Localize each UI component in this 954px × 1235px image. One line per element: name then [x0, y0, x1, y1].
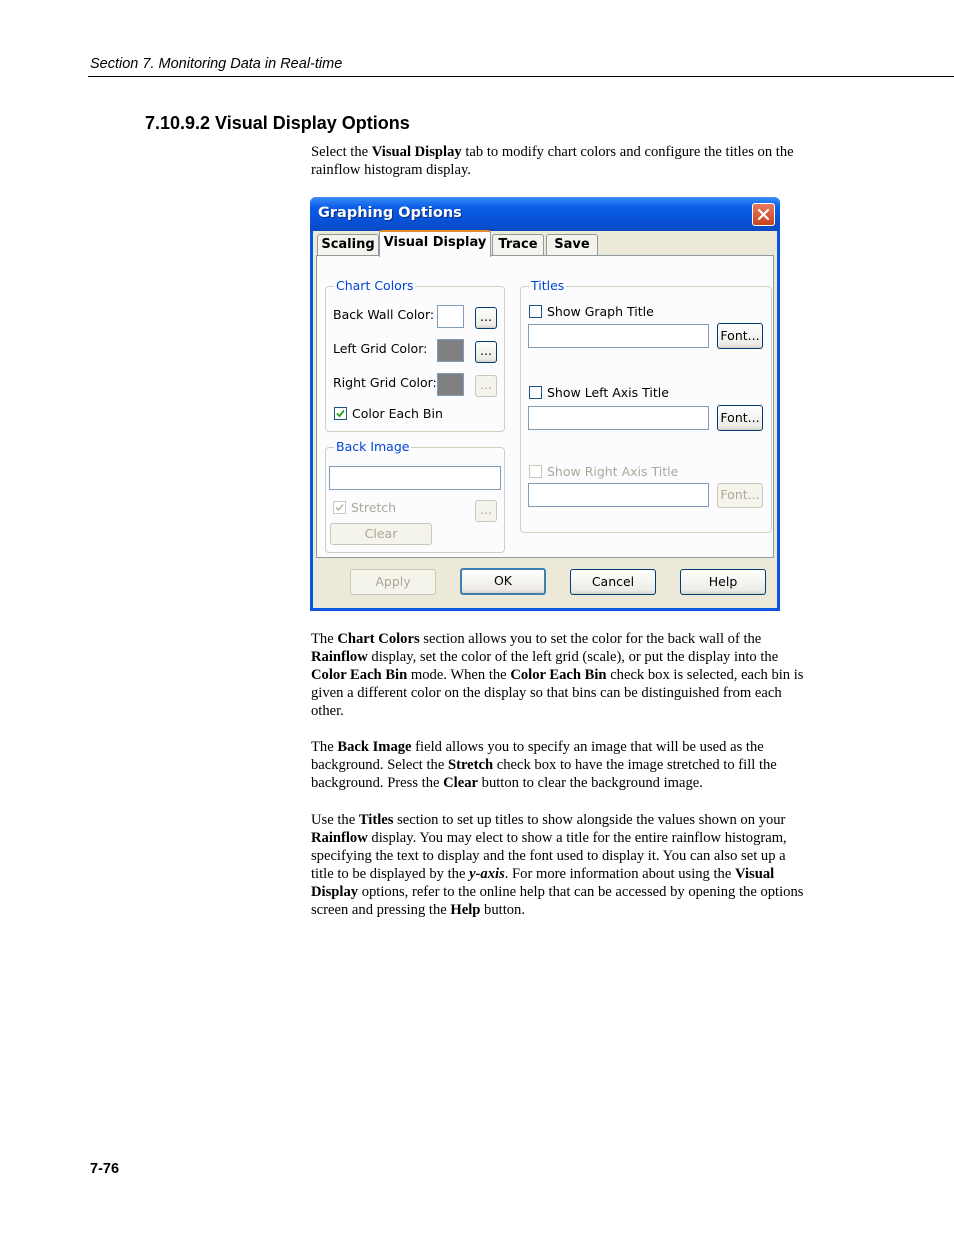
- text-run: display. You may elect to show a title for the entire rainflow histogram, specifying the text to display and the font used to display it. You can also set up a title to be displayed by the: [311, 830, 787, 882]
- tab-visual-display[interactable]: Visual Display: [379, 230, 491, 257]
- text-run: display, set the color of the left grid (scale), or put the display into the: [367, 649, 779, 665]
- checkmark-icon: [335, 503, 344, 512]
- dialog-title: Graphing Options: [318, 205, 462, 221]
- clear-button[interactable]: Clear: [330, 523, 432, 545]
- text-run: section to set up titles to show alongside the values shown on your: [393, 812, 786, 828]
- text-run: . For more information about using the: [504, 866, 735, 882]
- text-run: options, refer to the online help that can be accessed by opening the options screen and pressing the: [311, 884, 804, 918]
- right-grid-color-swatch: [437, 373, 464, 396]
- dialog-titlebar[interactable]: [310, 197, 780, 231]
- text-run: The: [311, 739, 338, 755]
- text-run: check box is selected, each bin is given a different color on the display so that bins can be distinguished from each other.: [311, 667, 804, 719]
- bold-run: Stretch: [447, 757, 494, 773]
- bold-run: Help: [450, 902, 481, 918]
- bold-italic-run: y-axis: [469, 866, 505, 882]
- tab-scaling[interactable]: Scaling: [317, 234, 379, 256]
- show-left-axis-title-checkbox[interactable]: [529, 386, 542, 399]
- checkmark-icon: [336, 409, 345, 418]
- text-run: mode. When the: [407, 667, 511, 683]
- show-graph-title-label: Show Graph Title: [547, 304, 654, 319]
- titles-paragraph: [311, 811, 811, 919]
- bold-run: Color Each Bin: [311, 667, 408, 683]
- page-number: 7-76: [90, 1161, 120, 1177]
- back-image-group: [325, 439, 505, 553]
- bold-run: Titles: [358, 812, 394, 828]
- tab-trace[interactable]: Trace: [492, 234, 544, 256]
- bold-run: Visual Display: [371, 144, 462, 160]
- apply-button[interactable]: Apply: [350, 569, 436, 595]
- show-left-axis-title-label: Show Left Axis Title: [547, 385, 669, 400]
- bold-run: Clear: [443, 775, 478, 791]
- left-axis-title-input[interactable]: [528, 406, 709, 430]
- text-run: field allows you to specify an image that will be used as the background. Select the: [311, 739, 764, 773]
- color-each-bin-label: Color Each Bin: [352, 406, 443, 421]
- chart-colors-group: [325, 278, 505, 432]
- text-run: Select the: [311, 144, 372, 160]
- right-axis-title-input[interactable]: [528, 483, 709, 507]
- back-image-input[interactable]: [329, 466, 501, 490]
- stretch-checkbox[interactable]: [333, 501, 346, 514]
- show-right-axis-title-checkbox[interactable]: [529, 465, 542, 478]
- show-graph-title-checkbox[interactable]: [529, 305, 542, 318]
- bold-run: Rainflow: [311, 830, 368, 846]
- bold-run: Back Image: [337, 739, 412, 755]
- back-wall-color-browse-button[interactable]: ...: [475, 307, 497, 329]
- bold-run: Visual Display: [311, 866, 775, 900]
- bold-run: Color Each Bin: [510, 667, 607, 683]
- back-image-browse-button[interactable]: ...: [475, 500, 497, 522]
- close-icon: [757, 208, 770, 221]
- chart-colors-paragraph: [311, 630, 811, 720]
- running-header: Section 7. Monitoring Data in Real-time: [90, 56, 343, 72]
- show-right-axis-title-label: Show Right Axis Title: [547, 464, 679, 479]
- text-run: check box to have the image stretched to fill the background. Press the: [311, 757, 777, 791]
- graph-title-font-button[interactable]: Font...: [717, 323, 763, 349]
- text-run: button.: [480, 902, 525, 918]
- cancel-button[interactable]: Cancel: [570, 569, 656, 595]
- graph-title-input[interactable]: [528, 324, 709, 348]
- back-wall-color-swatch: [437, 305, 464, 328]
- right-grid-color-label: Right Grid Color:: [333, 375, 437, 390]
- text-run: button to clear the background image.: [478, 775, 703, 791]
- text-run: Use the: [311, 812, 359, 828]
- left-grid-color-browse-button[interactable]: ...: [475, 341, 497, 363]
- intro-paragraph: [311, 143, 811, 179]
- text-run: section allows you to set the color for the back wall of the: [419, 631, 762, 647]
- ok-button[interactable]: OK: [460, 568, 546, 595]
- left-grid-color-label: Left Grid Color:: [333, 341, 428, 356]
- chart-colors-label: Chart Colors: [336, 278, 414, 293]
- visual-display-panel: [316, 255, 774, 558]
- back-image-paragraph: [311, 738, 811, 792]
- left-axis-title-font-button[interactable]: Font...: [717, 405, 763, 431]
- right-grid-color-browse-button[interactable]: ...: [475, 375, 497, 397]
- color-each-bin-checkbox[interactable]: [334, 407, 347, 420]
- header-rule: [88, 76, 954, 77]
- text-run: The: [311, 631, 338, 647]
- graphing-options-dialog: [310, 197, 780, 611]
- titles-label: Titles: [531, 278, 565, 293]
- bold-run: Chart Colors: [337, 631, 420, 647]
- titles-group: [520, 278, 772, 533]
- back-image-label: Back Image: [336, 439, 410, 454]
- text-run: tab to modify chart colors and configure the titles on the rainflow histogram display.: [311, 144, 794, 178]
- close-button[interactable]: [752, 203, 775, 226]
- stretch-label: Stretch: [351, 500, 397, 515]
- right-axis-title-font-button[interactable]: Font...: [717, 483, 763, 508]
- back-wall-color-label: Back Wall Color:: [333, 307, 435, 322]
- help-button[interactable]: Help: [680, 569, 766, 595]
- tab-save[interactable]: Save: [546, 234, 598, 256]
- left-grid-color-swatch: [437, 339, 464, 362]
- bold-run: Rainflow: [311, 649, 368, 665]
- section-heading: 7.10.9.2 Visual Display Options: [145, 113, 410, 133]
